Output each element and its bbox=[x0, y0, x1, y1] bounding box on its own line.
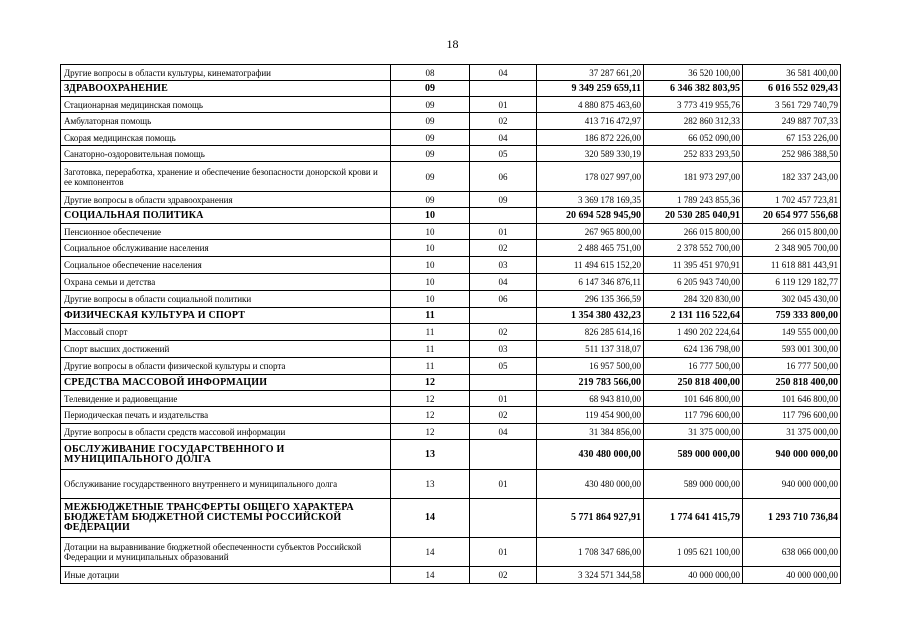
subsection-code-cell: 06 bbox=[470, 162, 537, 192]
amount-year2-cell: 1 789 243 855,36 bbox=[644, 192, 743, 208]
row-name-cell: Обслуживание государственного внутреннего и муниципального долга bbox=[61, 470, 391, 499]
amount-year3-cell: 101 646 800,00 bbox=[743, 391, 841, 407]
amount-year2-cell: 36 520 100,00 bbox=[644, 65, 743, 81]
amount-year1-cell: 5 771 864 927,91 bbox=[537, 499, 644, 538]
subsection-code-cell: 02 bbox=[470, 407, 537, 424]
amount-year1-cell: 20 694 528 945,90 bbox=[537, 208, 644, 224]
section-code-cell: 11 bbox=[391, 308, 470, 324]
section-code-cell: 09 bbox=[391, 81, 470, 97]
amount-year1-cell: 68 943 810,00 bbox=[537, 391, 644, 407]
subsection-code-cell: 01 bbox=[470, 470, 537, 499]
amount-year2-cell: 16 777 500,00 bbox=[644, 358, 743, 375]
amount-year2-cell: 252 833 293,50 bbox=[644, 146, 743, 162]
amount-year1-cell: 296 135 366,59 bbox=[537, 291, 644, 308]
amount-year1-cell: 511 137 318,07 bbox=[537, 341, 644, 358]
amount-year3-cell: 40 000 000,00 bbox=[743, 567, 841, 584]
amount-year2-cell: 284 320 830,00 bbox=[644, 291, 743, 308]
amount-year3-cell: 252 986 388,50 bbox=[743, 146, 841, 162]
section-code-cell: 10 bbox=[391, 257, 470, 274]
amount-year1-cell: 3 324 571 344,58 bbox=[537, 567, 644, 584]
row-name-cell: Другие вопросы в области средств массовой информации bbox=[61, 424, 391, 440]
subsection-code-cell: 02 bbox=[470, 324, 537, 341]
section-code-cell: 12 bbox=[391, 407, 470, 424]
amount-year2-cell: 181 973 297,00 bbox=[644, 162, 743, 192]
section-code-cell: 14 bbox=[391, 499, 470, 538]
amount-year3-cell: 940 000 000,00 bbox=[743, 470, 841, 499]
amount-year1-cell: 16 957 500,00 bbox=[537, 358, 644, 375]
section-code-cell: 13 bbox=[391, 440, 470, 470]
section-code-cell: 13 bbox=[391, 470, 470, 499]
table-row bbox=[61, 424, 841, 440]
section-row bbox=[61, 440, 841, 470]
table-row bbox=[61, 391, 841, 407]
section-code-cell: 11 bbox=[391, 324, 470, 341]
amount-year3-cell: 16 777 500,00 bbox=[743, 358, 841, 375]
amount-year3-cell: 302 045 430,00 bbox=[743, 291, 841, 308]
amount-year3-cell: 759 333 800,00 bbox=[743, 308, 841, 324]
amount-year1-cell: 826 285 614,16 bbox=[537, 324, 644, 341]
subsection-code-cell bbox=[470, 440, 537, 470]
amount-year2-cell: 40 000 000,00 bbox=[644, 567, 743, 584]
amount-year3-cell: 250 818 400,00 bbox=[743, 375, 841, 391]
amount-year1-cell: 2 488 465 751,00 bbox=[537, 240, 644, 257]
amount-year2-cell: 101 646 800,00 bbox=[644, 391, 743, 407]
amount-year3-cell: 31 375 000,00 bbox=[743, 424, 841, 440]
amount-year3-cell: 249 887 707,33 bbox=[743, 113, 841, 130]
row-name-cell: Другие вопросы в области физической культуры и спорта bbox=[61, 358, 391, 375]
amount-year1-cell: 119 454 900,00 bbox=[537, 407, 644, 424]
amount-year3-cell: 940 000 000,00 bbox=[743, 440, 841, 470]
row-name-cell: Другие вопросы в области социальной политики bbox=[61, 291, 391, 308]
section-code-cell: 09 bbox=[391, 146, 470, 162]
amount-year1-cell: 219 783 566,00 bbox=[537, 375, 644, 391]
table-row bbox=[61, 407, 841, 424]
section-code-cell: 10 bbox=[391, 208, 470, 224]
section-code-cell: 14 bbox=[391, 567, 470, 584]
amount-year3-cell: 11 618 881 443,91 bbox=[743, 257, 841, 274]
table-row bbox=[61, 113, 841, 130]
subsection-code-cell: 01 bbox=[470, 97, 537, 113]
table-row bbox=[61, 538, 841, 567]
table-row bbox=[61, 257, 841, 274]
amount-year2-cell: 2 131 116 522,64 bbox=[644, 308, 743, 324]
subsection-code-cell: 06 bbox=[470, 291, 537, 308]
amount-year1-cell: 320 589 330,19 bbox=[537, 146, 644, 162]
section-row bbox=[61, 375, 841, 391]
subsection-code-cell bbox=[470, 208, 537, 224]
amount-year3-cell: 20 654 977 556,68 bbox=[743, 208, 841, 224]
amount-year3-cell: 182 337 243,00 bbox=[743, 162, 841, 192]
table-row bbox=[61, 567, 841, 584]
table-row bbox=[61, 240, 841, 257]
row-name-cell: СОЦИАЛЬНАЯ ПОЛИТИКА bbox=[61, 208, 391, 224]
row-name-cell: Пенсионное обеспечение bbox=[61, 224, 391, 240]
amount-year3-cell: 6 119 129 182,77 bbox=[743, 274, 841, 291]
table-row bbox=[61, 192, 841, 208]
section-code-cell: 12 bbox=[391, 375, 470, 391]
subsection-code-cell bbox=[470, 81, 537, 97]
amount-year2-cell: 1 490 202 224,64 bbox=[644, 324, 743, 341]
table-row bbox=[61, 470, 841, 499]
table-row bbox=[61, 324, 841, 341]
table-row bbox=[61, 65, 841, 81]
row-name-cell: Иные дотации bbox=[61, 567, 391, 584]
subsection-code-cell bbox=[470, 375, 537, 391]
amount-year3-cell: 1 293 710 736,84 bbox=[743, 499, 841, 538]
amount-year1-cell: 1 354 380 432,23 bbox=[537, 308, 644, 324]
amount-year2-cell: 589 000 000,00 bbox=[644, 440, 743, 470]
section-code-cell: 14 bbox=[391, 538, 470, 567]
table-row bbox=[61, 291, 841, 308]
table-row bbox=[61, 162, 841, 192]
amount-year3-cell: 67 153 226,00 bbox=[743, 130, 841, 146]
section-code-cell: 09 bbox=[391, 162, 470, 192]
amount-year1-cell: 430 480 000,00 bbox=[537, 470, 644, 499]
subsection-code-cell bbox=[470, 308, 537, 324]
row-name-cell: МЕЖБЮДЖЕТНЫЕ ТРАНСФЕРТЫ ОБЩЕГО ХАРАКТЕРА БЮДЖЕТАМ БЮДЖЕТНОЙ СИСТЕМЫ РОССИЙСКОЙ ФЕДЕРАЦИИ bbox=[61, 499, 391, 538]
row-name-cell: Спорт высших достижений bbox=[61, 341, 391, 358]
amount-year3-cell: 593 001 300,00 bbox=[743, 341, 841, 358]
section-code-cell: 09 bbox=[391, 192, 470, 208]
row-name-cell: Социальное обеспечение населения bbox=[61, 257, 391, 274]
section-code-cell: 09 bbox=[391, 130, 470, 146]
table-row bbox=[61, 146, 841, 162]
table-row bbox=[61, 341, 841, 358]
page-number: 18 bbox=[446, 37, 459, 51]
section-code-cell: 10 bbox=[391, 291, 470, 308]
section-code-cell: 12 bbox=[391, 424, 470, 440]
section-row bbox=[61, 499, 841, 538]
amount-year3-cell: 1 702 457 723,81 bbox=[743, 192, 841, 208]
amount-year1-cell: 11 494 615 152,20 bbox=[537, 257, 644, 274]
amount-year1-cell: 3 369 178 169,35 bbox=[537, 192, 644, 208]
amount-year2-cell: 1 774 641 415,79 bbox=[644, 499, 743, 538]
row-name-cell: Заготовка, переработка, хранение и обеспечение безопасности донорской крови и ее компонентов bbox=[61, 162, 391, 192]
subsection-code-cell: 04 bbox=[470, 130, 537, 146]
table-row bbox=[61, 358, 841, 375]
amount-year2-cell: 1 095 621 100,00 bbox=[644, 538, 743, 567]
subsection-code-cell: 04 bbox=[470, 65, 537, 81]
section-code-cell: 12 bbox=[391, 391, 470, 407]
section-code-cell: 10 bbox=[391, 274, 470, 291]
subsection-code-cell: 04 bbox=[470, 424, 537, 440]
amount-year2-cell: 250 818 400,00 bbox=[644, 375, 743, 391]
section-code-cell: 11 bbox=[391, 341, 470, 358]
amount-year2-cell: 117 796 600,00 bbox=[644, 407, 743, 424]
amount-year3-cell: 36 581 400,00 bbox=[743, 65, 841, 81]
row-name-cell: ОБСЛУЖИВАНИЕ ГОСУДАРСТВЕННОГО И МУНИЦИПАЛЬНОГО ДОЛГА bbox=[61, 440, 391, 470]
table-row bbox=[61, 224, 841, 240]
amount-year2-cell: 589 000 000,00 bbox=[644, 470, 743, 499]
budget-table bbox=[60, 64, 841, 584]
amount-year3-cell: 2 348 905 700,00 bbox=[743, 240, 841, 257]
amount-year1-cell: 178 027 997,00 bbox=[537, 162, 644, 192]
table-row bbox=[61, 97, 841, 113]
amount-year2-cell: 266 015 800,00 bbox=[644, 224, 743, 240]
section-code-cell: 08 bbox=[391, 65, 470, 81]
row-name-cell: Социальное обслуживание населения bbox=[61, 240, 391, 257]
amount-year3-cell: 638 066 000,00 bbox=[743, 538, 841, 567]
amount-year2-cell: 31 375 000,00 bbox=[644, 424, 743, 440]
subsection-code-cell: 01 bbox=[470, 391, 537, 407]
section-row bbox=[61, 308, 841, 324]
amount-year2-cell: 2 378 552 700,00 bbox=[644, 240, 743, 257]
table-row bbox=[61, 274, 841, 291]
section-code-cell: 09 bbox=[391, 113, 470, 130]
row-name-cell: СРЕДСТВА МАССОВОЙ ИНФОРМАЦИИ bbox=[61, 375, 391, 391]
subsection-code-cell bbox=[470, 499, 537, 538]
subsection-code-cell: 09 bbox=[470, 192, 537, 208]
amount-year2-cell: 6 205 943 740,00 bbox=[644, 274, 743, 291]
amount-year1-cell: 37 287 661,20 bbox=[537, 65, 644, 81]
section-row bbox=[61, 81, 841, 97]
row-name-cell: Массовый спорт bbox=[61, 324, 391, 341]
row-name-cell: Амбулаторная помощь bbox=[61, 113, 391, 130]
amount-year1-cell: 430 480 000,00 bbox=[537, 440, 644, 470]
row-name-cell: Другие вопросы в области культуры, кинематографии bbox=[61, 65, 391, 81]
subsection-code-cell: 02 bbox=[470, 113, 537, 130]
subsection-code-cell: 02 bbox=[470, 567, 537, 584]
row-name-cell: Другие вопросы в области здравоохранения bbox=[61, 192, 391, 208]
subsection-code-cell: 02 bbox=[470, 240, 537, 257]
amount-year3-cell: 3 561 729 740,79 bbox=[743, 97, 841, 113]
amount-year1-cell: 6 147 346 876,11 bbox=[537, 274, 644, 291]
section-code-cell: 10 bbox=[391, 240, 470, 257]
subsection-code-cell: 03 bbox=[470, 341, 537, 358]
amount-year1-cell: 1 708 347 686,00 bbox=[537, 538, 644, 567]
amount-year1-cell: 186 872 226,00 bbox=[537, 130, 644, 146]
section-code-cell: 10 bbox=[391, 224, 470, 240]
amount-year2-cell: 66 052 090,00 bbox=[644, 130, 743, 146]
amount-year3-cell: 117 796 600,00 bbox=[743, 407, 841, 424]
amount-year2-cell: 6 346 382 803,95 bbox=[644, 81, 743, 97]
section-code-cell: 11 bbox=[391, 358, 470, 375]
row-name-cell: Периодическая печать и издательства bbox=[61, 407, 391, 424]
amount-year1-cell: 267 965 800,00 bbox=[537, 224, 644, 240]
subsection-code-cell: 01 bbox=[470, 224, 537, 240]
row-name-cell: Скорая медицинская помощь bbox=[61, 130, 391, 146]
amount-year3-cell: 6 016 552 029,43 bbox=[743, 81, 841, 97]
amount-year2-cell: 624 136 798,00 bbox=[644, 341, 743, 358]
row-name-cell: Стационарная медицинская помощь bbox=[61, 97, 391, 113]
row-name-cell: Телевидение и радиовещание bbox=[61, 391, 391, 407]
amount-year1-cell: 413 716 472,97 bbox=[537, 113, 644, 130]
subsection-code-cell: 05 bbox=[470, 358, 537, 375]
row-name-cell: ЗДРАВООХРАНЕНИЕ bbox=[61, 81, 391, 97]
amount-year3-cell: 149 555 000,00 bbox=[743, 324, 841, 341]
row-name-cell: Санаторно-оздоровительная помощь bbox=[61, 146, 391, 162]
section-row bbox=[61, 208, 841, 224]
amount-year2-cell: 20 530 285 040,91 bbox=[644, 208, 743, 224]
table-row bbox=[61, 130, 841, 146]
amount-year1-cell: 4 880 875 463,60 bbox=[537, 97, 644, 113]
amount-year1-cell: 31 384 856,00 bbox=[537, 424, 644, 440]
amount-year2-cell: 11 395 451 970,91 bbox=[644, 257, 743, 274]
subsection-code-cell: 04 bbox=[470, 274, 537, 291]
row-name-cell: Охрана семьи и детства bbox=[61, 274, 391, 291]
row-name-cell: ФИЗИЧЕСКАЯ КУЛЬТУРА И СПОРТ bbox=[61, 308, 391, 324]
amount-year2-cell: 3 773 419 955,76 bbox=[644, 97, 743, 113]
subsection-code-cell: 01 bbox=[470, 538, 537, 567]
amount-year3-cell: 266 015 800,00 bbox=[743, 224, 841, 240]
subsection-code-cell: 03 bbox=[470, 257, 537, 274]
row-name-cell: Дотации на выравнивание бюджетной обеспеченности субъектов Российской Федерации и муниципальных образований bbox=[61, 538, 391, 567]
amount-year1-cell: 9 349 259 659,11 bbox=[537, 81, 644, 97]
section-code-cell: 09 bbox=[391, 97, 470, 113]
subsection-code-cell: 05 bbox=[470, 146, 537, 162]
amount-year2-cell: 282 860 312,33 bbox=[644, 113, 743, 130]
